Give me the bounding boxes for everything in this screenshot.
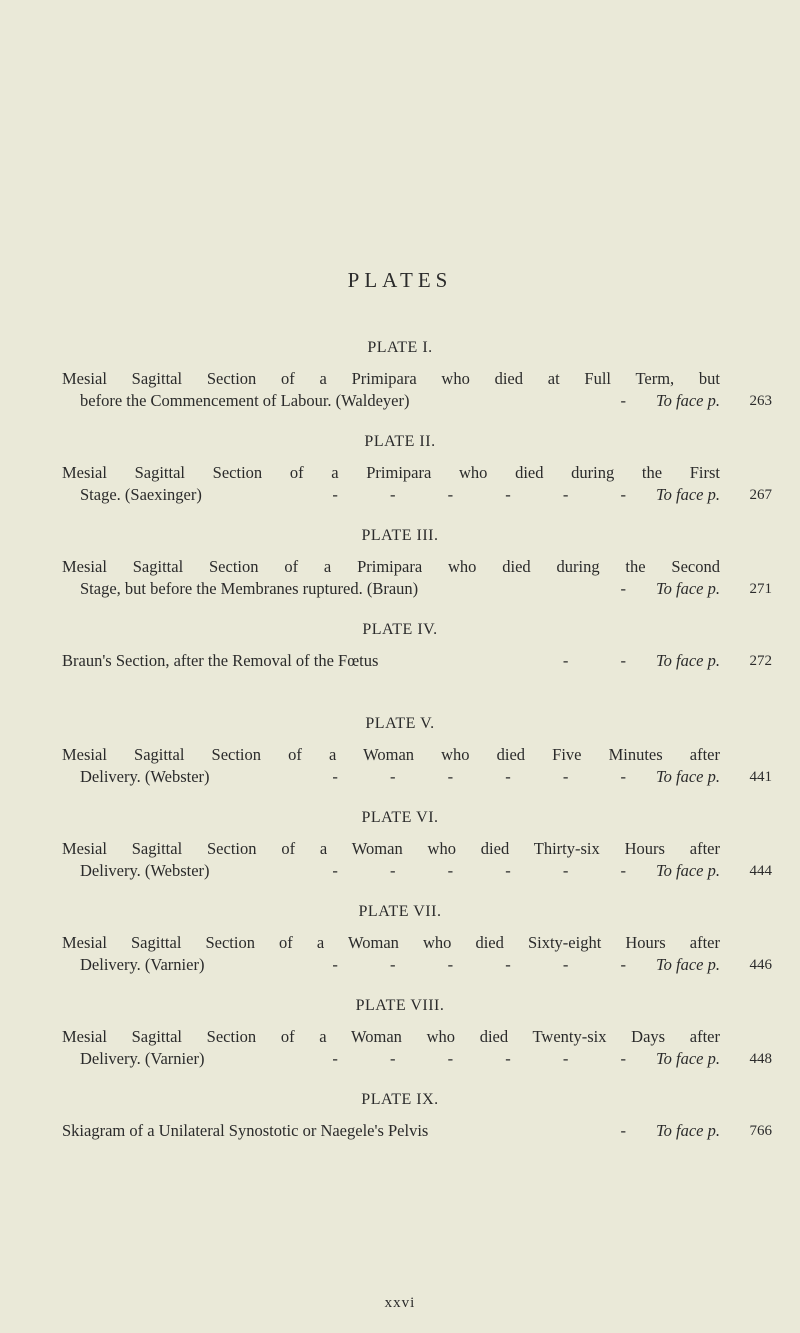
plate-title: PLATE IV.	[362, 621, 438, 638]
to-face-label: To face p.	[655, 767, 720, 786]
to-face-label: To face p.	[655, 1049, 720, 1068]
page-number: 263	[749, 393, 772, 409]
plate-entry-1	[0, 335, 800, 429]
plate-description-line	[62, 1121, 720, 1141]
plate-description-line	[80, 485, 720, 505]
plate-description-end: Braun's Section, after the Removal of the Fœtus	[62, 651, 379, 670]
plate-description-line	[80, 861, 720, 881]
plate-description-end: Delivery. (Varnier)	[80, 1049, 205, 1068]
plate-entry-4	[0, 617, 800, 711]
plate-description-line: Mesial Sagittal Section of a Primipara who died during the First	[62, 463, 720, 482]
leader-dashes: -	[620, 391, 650, 410]
to-face-label: To face p.	[655, 579, 720, 598]
plate-description-end: Delivery. (Webster)	[80, 861, 210, 880]
leader-dashes: - - - - - -	[332, 955, 650, 974]
plate-title: PLATE V.	[365, 715, 435, 732]
plate-title: PLATE IX.	[361, 1091, 439, 1108]
plate-title: PLATE VII.	[358, 903, 442, 920]
plate-entry-5	[0, 711, 800, 805]
plate-description-line	[80, 579, 720, 599]
plate-title: PLATE VI.	[361, 809, 439, 826]
plate-title: PLATE VIII.	[355, 997, 445, 1014]
plate-entry-7	[0, 899, 800, 993]
leader-dashes: -	[620, 1121, 650, 1140]
plate-entry-6	[0, 805, 800, 899]
plate-description-line: Mesial Sagittal Section of a Woman who died Five Minutes after	[62, 745, 720, 764]
plate-description-line	[80, 1049, 720, 1069]
plate-title: PLATE II.	[364, 433, 436, 450]
plate-entry-9	[0, 1087, 800, 1181]
page-number: 446	[749, 957, 772, 973]
plate-description-line	[62, 651, 720, 671]
plate-description-end: Delivery. (Webster)	[80, 767, 210, 786]
page-number: 271	[749, 581, 772, 597]
to-face-label: To face p.	[655, 861, 720, 880]
page-folio: xxvi	[384, 1295, 416, 1311]
plate-title: PLATE III.	[361, 527, 439, 544]
leader-dashes: - - - - - -	[332, 767, 650, 786]
plate-entry-8	[0, 993, 800, 1087]
plate-description-end: Stage. (Saexinger)	[80, 485, 202, 504]
plate-entry-2	[0, 429, 800, 523]
page-number: 441	[749, 769, 772, 785]
to-face-label: To face p.	[655, 651, 720, 670]
plate-description-line: Mesial Sagittal Section of a Primipara who died during the Second	[62, 557, 720, 576]
page-number: 444	[749, 863, 772, 879]
plate-description-line: Mesial Sagittal Section of a Primipara who died at Full Term, but	[62, 369, 720, 388]
page-number: 766	[749, 1123, 772, 1139]
leader-dashes: -	[620, 579, 650, 598]
plate-description-end: Skiagram of a Unilateral Synostotic or Naegele's Pelvis	[62, 1121, 429, 1140]
page-number: 267	[749, 487, 772, 503]
to-face-label: To face p.	[655, 485, 720, 504]
leader-dashes: - - - - - -	[332, 1049, 650, 1068]
plate-description-end: Delivery. (Varnier)	[80, 955, 205, 974]
plate-description-line: Mesial Sagittal Section of a Woman who died Thirty-six Hours after	[62, 839, 720, 858]
page-number: 272	[749, 653, 772, 669]
plates-list	[0, 335, 800, 1181]
to-face-label: To face p.	[655, 955, 720, 974]
plate-entry-3	[0, 523, 800, 617]
to-face-label: To face p.	[655, 1121, 720, 1140]
plate-title: PLATE I.	[367, 339, 433, 356]
leader-dashes: - - - - - -	[332, 485, 650, 504]
leader-dashes: - - - - - -	[332, 861, 650, 880]
plate-description-end: before the Commencement of Labour. (Waldeyer)	[80, 391, 410, 410]
page-number: 448	[749, 1051, 772, 1067]
plate-description-line	[80, 391, 720, 411]
plate-description-line	[80, 767, 720, 787]
plate-description-line: Mesial Sagittal Section of a Woman who died Sixty-eight Hours after	[62, 933, 720, 952]
to-face-label: To face p.	[655, 391, 720, 410]
page-heading: PLATES	[347, 268, 453, 292]
leader-dashes: - -	[562, 651, 650, 670]
plate-description-line: Mesial Sagittal Section of a Woman who died Twenty-six Days after	[62, 1027, 720, 1046]
plate-description-line	[80, 955, 720, 975]
plate-description-end: Stage, but before the Membranes ruptured. (Braun)	[80, 579, 419, 598]
